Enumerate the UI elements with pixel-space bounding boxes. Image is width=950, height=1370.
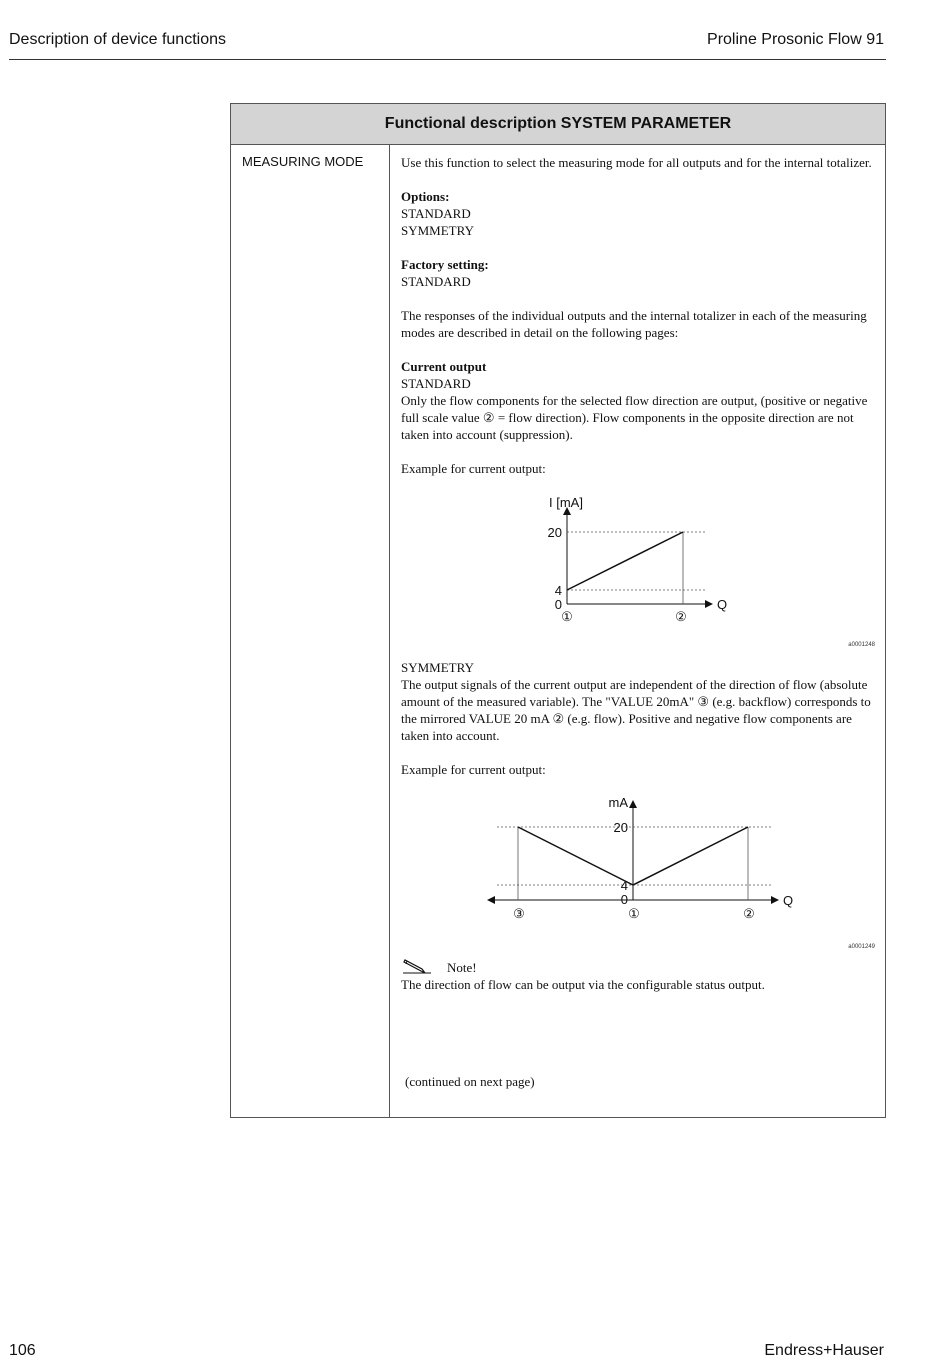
x-axis-label: Q [717,597,728,612]
example-label-standard: Example for current output: [401,461,546,476]
y-tick-0: 0 [620,892,628,907]
page-number: 106 [9,1342,36,1359]
factory-setting-label: Factory setting: [401,257,489,272]
output-line-flow [633,827,748,885]
note-text: The direction of flow can be output via the configurable status output. [401,977,765,992]
intro-text: Use this function to select the measuring mode for all outputs and for the internal totalizer. [401,155,872,170]
pencil-icon [401,958,433,976]
y-tick-0: 0 [554,597,562,612]
continued-note: (continued on next page) [405,1074,535,1089]
function-name: MEASURING MODE [242,154,364,169]
symmetry-mode-block [401,659,879,744]
standard-mode-text: Only the flow components for the selected flow direction are output, (positive or negative full scale value ② = flow direction). Flow components in the opposite direction are not taken into account (suppression). [401,393,868,442]
y-tick-4: 4 [620,878,628,893]
brand-name: Endress+Hauser [764,1342,884,1359]
header-rule [9,59,886,60]
options-label: Options: [401,189,450,204]
x-marker-2: ② [675,609,687,624]
y-tick-20: 20 [613,820,628,835]
options-block [401,188,879,239]
figure-id-standard: a0001248 [848,642,875,648]
symmetry-mode-label: SYMMETRY [401,660,474,675]
output-line [567,532,683,590]
x-axis-label: Q [783,893,794,908]
y-tick-20: 20 [547,525,562,540]
note-header [401,958,879,976]
note-label: Note! [447,959,477,975]
column-divider [389,145,390,1117]
figure-id-symmetry: a0001249 [848,944,875,950]
function-table [230,103,886,1118]
header-section-title: Description of device functions [9,31,226,48]
function-description [401,154,879,1010]
x-marker-3: ③ [513,906,525,921]
header-product-name: Proline Prosonic Flow 91 [707,31,884,48]
x-marker-2: ② [743,906,755,921]
factory-setting-value: STANDARD [401,274,471,289]
y-tick-4: 4 [554,583,562,598]
y-axis-label: I [mA] [549,495,583,510]
standard-mode-graph [401,494,879,647]
figure-symmetry-mode [401,790,879,949]
example-label-symmetry: Example for current output: [401,762,546,777]
table-title: Functional description SYSTEM PARAMETER [231,104,885,145]
figure-standard-mode [401,494,879,647]
symmetry-mode-text: The output signals of the current output are independent of the direction of flow (absolute amount of the measured variable). The "VALUE 20mA" ③ (e.g. backflow) corresponds to the mirrored VALUE 20 mA ② (e.g. flow). Positive and negative flow components are taken into account. [401,677,871,743]
responses-text: The responses of the individual outputs and the internal totalizer in each of the measuring modes are described in detail on the following pages: [401,308,867,340]
current-output-heading: Current output [401,359,487,374]
x-marker-1: ① [561,609,573,624]
output-line-backflow [518,827,633,885]
standard-mode-label: STANDARD [401,376,471,391]
symmetry-mode-graph [401,790,879,949]
factory-setting-block [401,256,879,290]
option-standard: STANDARD [401,206,471,221]
option-symmetry: SYMMETRY [401,223,474,238]
y-axis-label: mA [608,795,628,810]
x-marker-1: ① [628,906,640,921]
standard-mode-block [401,358,879,443]
